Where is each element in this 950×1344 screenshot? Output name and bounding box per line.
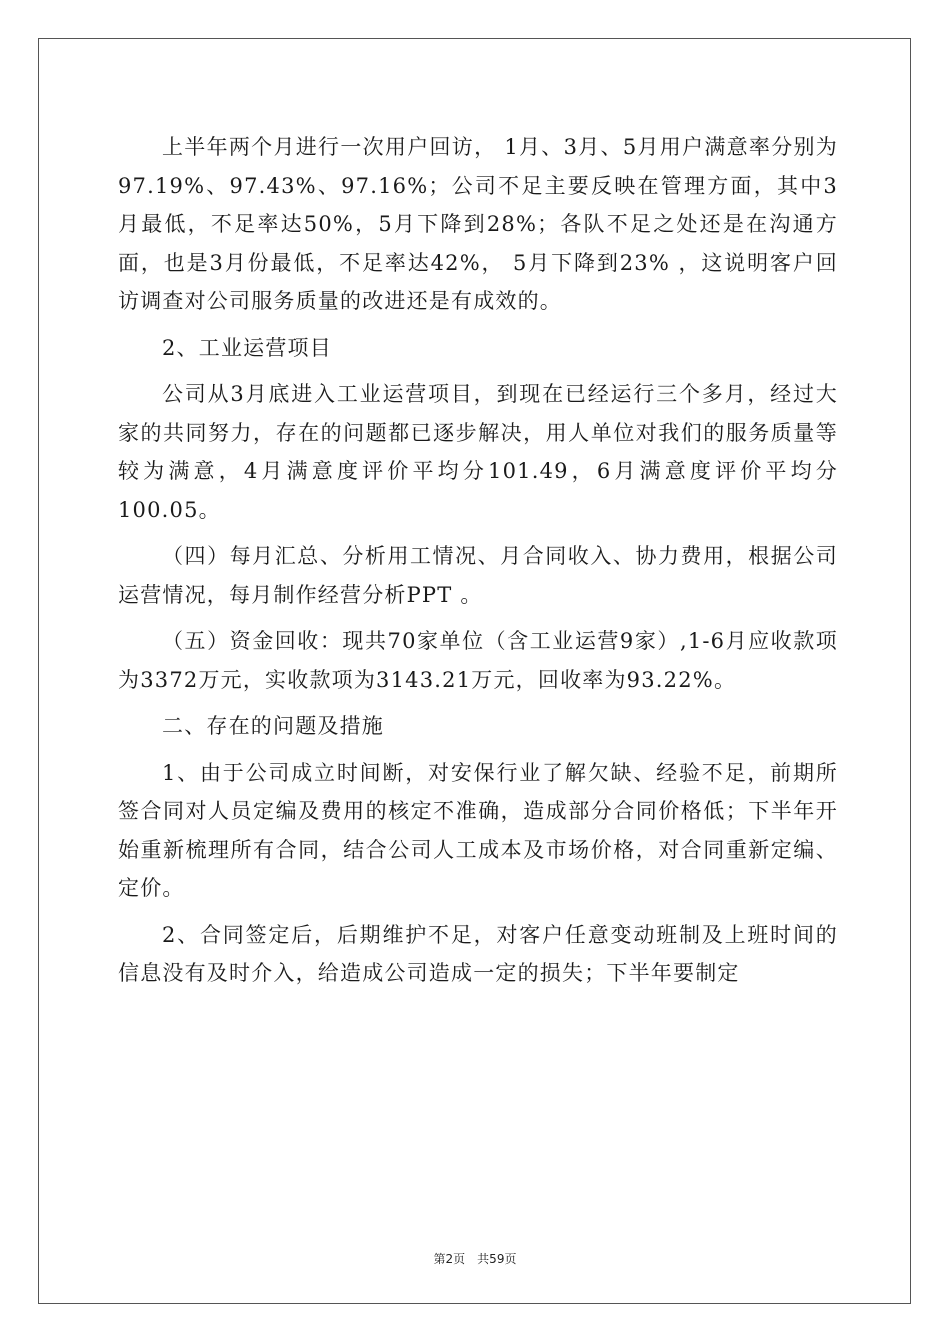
paragraph-fund-recovery: （五）资金回收：现共70家单位（含工业运营9家）,1-6月应收款项为3372万元，实收款项为3143.21万元，回收率为93.22%。	[118, 629, 838, 692]
paragraph-problem-1: 1、由于公司成立时间断，对安保行业了解欠缺、经验不足，前期所签合同对人员定编及费用的核定不准确，造成部分合同价格低；下半年开始重新梳理所有合同，结合公司人工成本及市场价格，对合同重新定编、定价。	[118, 760, 838, 900]
page-footer	[0, 1250, 950, 1267]
paragraph-industrial-operations: 公司从3月底进入工业运营项目，到现在已经运行三个多月，经过大家的共同努力，存在的问题都已逐步解决，用人单位对我们的服务质量等较为满意，4月满意度评价平均分101.49，6月满意度评价平均分100.05。	[118, 382, 838, 522]
page-number-label: 第2页 共59页	[433, 1252, 517, 1266]
heading-problems-measures: 二、存在的问题及措施	[162, 714, 384, 738]
paragraph-monthly-analysis: （四）每月汇总、分析用工情况、月合同收入、协力费用，根据公司运营情况，每月制作经营分析PPT 。	[118, 544, 838, 607]
document-body	[118, 128, 838, 1001]
heading-industrial-operations: 2、工业运营项目	[162, 335, 332, 360]
paragraph-customer-visits: 上半年两个月进行一次用户回访， 1月、3月、5月用户满意率分别为97.19%、97.43%、97.16%；公司不足主要反映在管理方面，其中3月最低，不足率达50%，5月下降到28%；各队不足之处还是在沟通方面，也是3月份最低，不足率达42%， 5月下降到23% ，这说明客户回访调查对公司服务质量的改进还是有成效的。	[118, 135, 838, 313]
paragraph-problem-2: 2、合同签定后，后期维护不足，对客户任意变动班制及上班时间的信息没有及时介入，给造成公司造成一定的损失；下半年要制定	[118, 922, 838, 985]
